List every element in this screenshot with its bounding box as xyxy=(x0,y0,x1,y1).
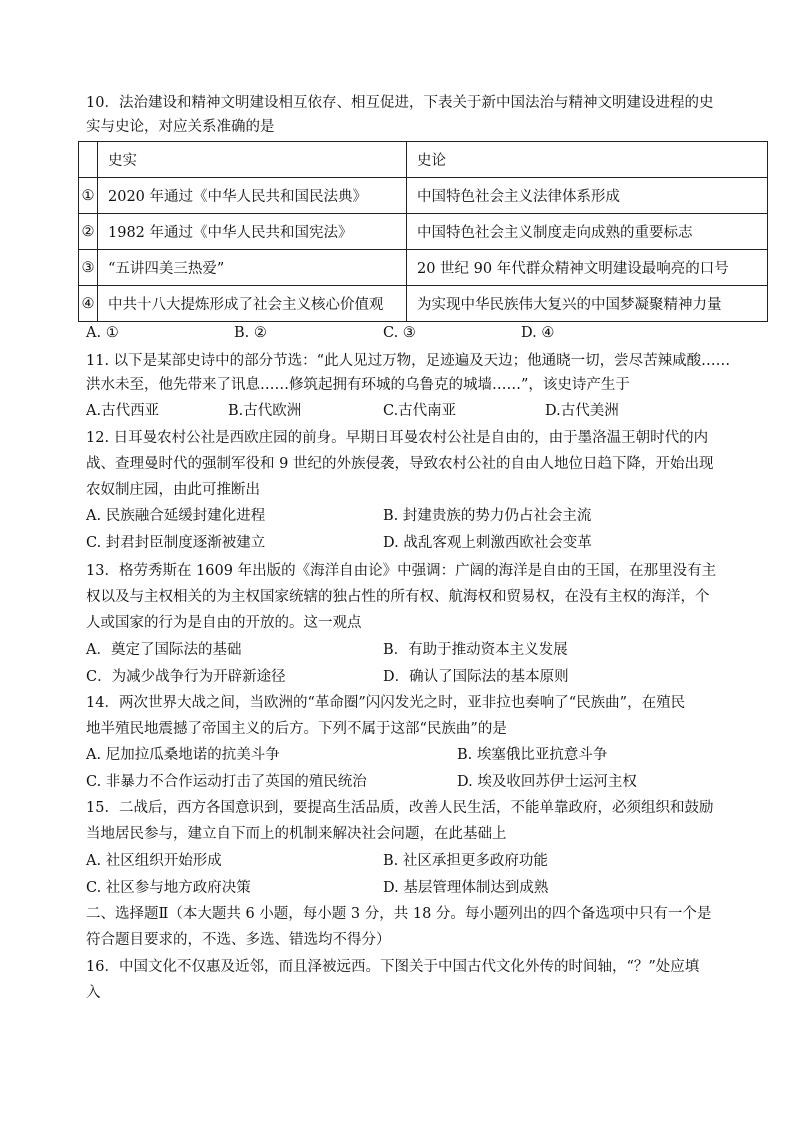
q12-option-d[interactable]: D. 战乱客观上刺激西欧社会变革 xyxy=(383,535,592,551)
q13-option-a[interactable]: A．奠定了国际法的基础 xyxy=(86,642,242,658)
q11-option-c[interactable]: C.古代南亚 xyxy=(383,403,457,419)
q12-stem-line3: 农奴制庄园，由此可推断出 xyxy=(86,482,260,498)
q10-table xyxy=(78,141,768,322)
section2-heading-line1: 二、选择题Ⅱ（本大题共 6 小题，每小题 3 分，共 18 分。每小题列出的四个备选项中只有一个是 xyxy=(86,906,712,922)
q11-option-a[interactable]: A.古代西亚 xyxy=(86,403,160,419)
table-row xyxy=(79,250,768,286)
q15-option-a[interactable]: A. 社区组织开始形成 xyxy=(86,853,222,869)
row-view: 中国特色社会主义制度走向成熟的重要标志 xyxy=(407,214,768,250)
q10-option-a[interactable]: A. ① xyxy=(86,325,119,341)
q15-option-c[interactable]: C. 社区参与地方政府决策 xyxy=(86,880,251,896)
q11-option-d[interactable]: D.古代美洲 xyxy=(545,403,619,419)
q11-option-b[interactable]: B.古代欧洲 xyxy=(228,403,302,419)
q13-stem-line1: 13．格劳秀斯在 1609 年出版的《海洋自由论》中强调：广阔的海洋是自由的王国，在那里没有主 xyxy=(86,563,717,579)
q13-stem-line3: 人或国家的行为是自由的开放的。这一观点 xyxy=(86,615,362,631)
q13-stem-line2: 权以及与主权相关的为主权国家统辖的独占性的所有权、航海权和贸易权，在没有主权的海洋，个 xyxy=(86,589,710,605)
q15-stem-line2: 当地居民参与，建立自下而上的机制来解决社会问题，在此基础上 xyxy=(86,826,507,842)
table-header-row xyxy=(79,142,768,178)
q10-stem-line1: 10．法治建设和精神文明建设相互依存、相互促进，下表关于新中国法治与精神文明建设进程的史 xyxy=(86,95,714,111)
q14-option-d[interactable]: D. 埃及收回苏伊士运河主权 xyxy=(457,774,637,790)
q10-option-d[interactable]: D. ④ xyxy=(521,325,555,341)
row-fact: 1982 年通过《中华人民共和国宪法》 xyxy=(98,214,407,250)
section2-heading-line2: 符合题目要求的，不选、多选、错选均不得分） xyxy=(86,932,391,948)
table-cell-empty xyxy=(79,142,98,178)
row-num: ① xyxy=(79,178,98,214)
q14-stem-line1: 14．两次世界大战之间，当欧洲的“革命圈”闪闪发光之时，亚非拉也奏响了“民族曲”，在殖民 xyxy=(86,695,686,711)
row-num: ② xyxy=(79,214,98,250)
q11-stem-line2: 洪水未至，他先带来了讯息……修筑起拥有环城的乌鲁克的城墙……”，该史诗产生于 xyxy=(86,377,630,393)
q12-option-a[interactable]: A. 民族融合延缓封建化进程 xyxy=(86,508,266,524)
q10-option-c[interactable]: C. ③ xyxy=(383,325,416,341)
table-row xyxy=(79,214,768,250)
row-fact: “五讲四美三热爱” xyxy=(98,250,407,286)
header-col2: 史论 xyxy=(407,142,768,178)
row-num: ④ xyxy=(79,286,98,322)
q14-option-c[interactable]: C. 非暴力不合作运动打击了英国的殖民统治 xyxy=(86,774,367,790)
row-view: 中国特色社会主义法律体系形成 xyxy=(407,178,768,214)
header-col1: 史实 xyxy=(98,142,407,178)
table-row xyxy=(79,178,768,214)
q13-option-c[interactable]: C．为减少战争行为开辟新途径 xyxy=(86,669,286,685)
q16-stem-line2: 入 xyxy=(86,985,101,1001)
q15-option-d[interactable]: D. 基层管理体制达到成熟 xyxy=(383,880,549,896)
q12-option-c[interactable]: C. 封君封臣制度逐渐被建立 xyxy=(86,535,266,551)
q13-option-d[interactable]: D．确认了国际法的基本原则 xyxy=(383,669,569,685)
q13-option-b[interactable]: B．有助于推动资本主义发展 xyxy=(383,642,568,658)
table-row xyxy=(79,286,768,322)
q12-option-b[interactable]: B. 封建贵族的势力仍占社会主流 xyxy=(383,508,592,524)
q15-option-b[interactable]: B. 社区承担更多政府功能 xyxy=(383,853,548,869)
q16-stem-line1: 16．中国文化不仅惠及近邻，而且泽被远西。下图关于中国古代文化外传的时间轴，“？”处应填 xyxy=(86,959,700,975)
q10-option-b[interactable]: B. ② xyxy=(234,325,267,341)
q10-stem-line2: 实与史论，对应关系准确的是 xyxy=(86,119,275,135)
row-view: 为实现中华民族伟大复兴的中国梦凝聚精神力量 xyxy=(407,286,768,322)
q12-stem-line1: 12. 日耳曼农村公社是西欧庄园的前身。早期日耳曼农村公社是自由的，由于墨洛温王朝时代的内 xyxy=(86,430,709,446)
row-view: 20 世纪 90 年代群众精神文明建设最响亮的口号 xyxy=(407,250,768,286)
q11-stem-line1: 11. 以下是某部史诗中的部分节选：“此人见过万物，足迹遍及天边；他通晓一切，尝尽苦辣咸酸…… xyxy=(86,353,731,369)
row-fact: 2020 年通过《中华人民共和国民法典》 xyxy=(98,178,407,214)
row-fact: 中共十八大提炼形成了社会主义核心价值观 xyxy=(98,286,407,322)
q12-stem-line2: 战、查理曼时代的强制军役和 9 世纪的外族侵袭，导致农村公社的自由人地位日趋下降，开始出现 xyxy=(86,456,714,472)
row-num: ③ xyxy=(79,250,98,286)
q14-option-a[interactable]: A. 尼加拉瓜桑地诺的抗美斗争 xyxy=(86,747,280,763)
q14-option-b[interactable]: B. 埃塞俄比亚抗意斗争 xyxy=(457,747,608,763)
q14-stem-line2: 地半殖民地震撼了帝国主义的后方。下列不属于这部“民族曲”的是 xyxy=(86,721,507,737)
q15-stem-line1: 15．二战后，西方各国意识到，要提高生活品质，改善人民生活，不能单靠政府，必须组织和鼓励 xyxy=(86,800,714,816)
